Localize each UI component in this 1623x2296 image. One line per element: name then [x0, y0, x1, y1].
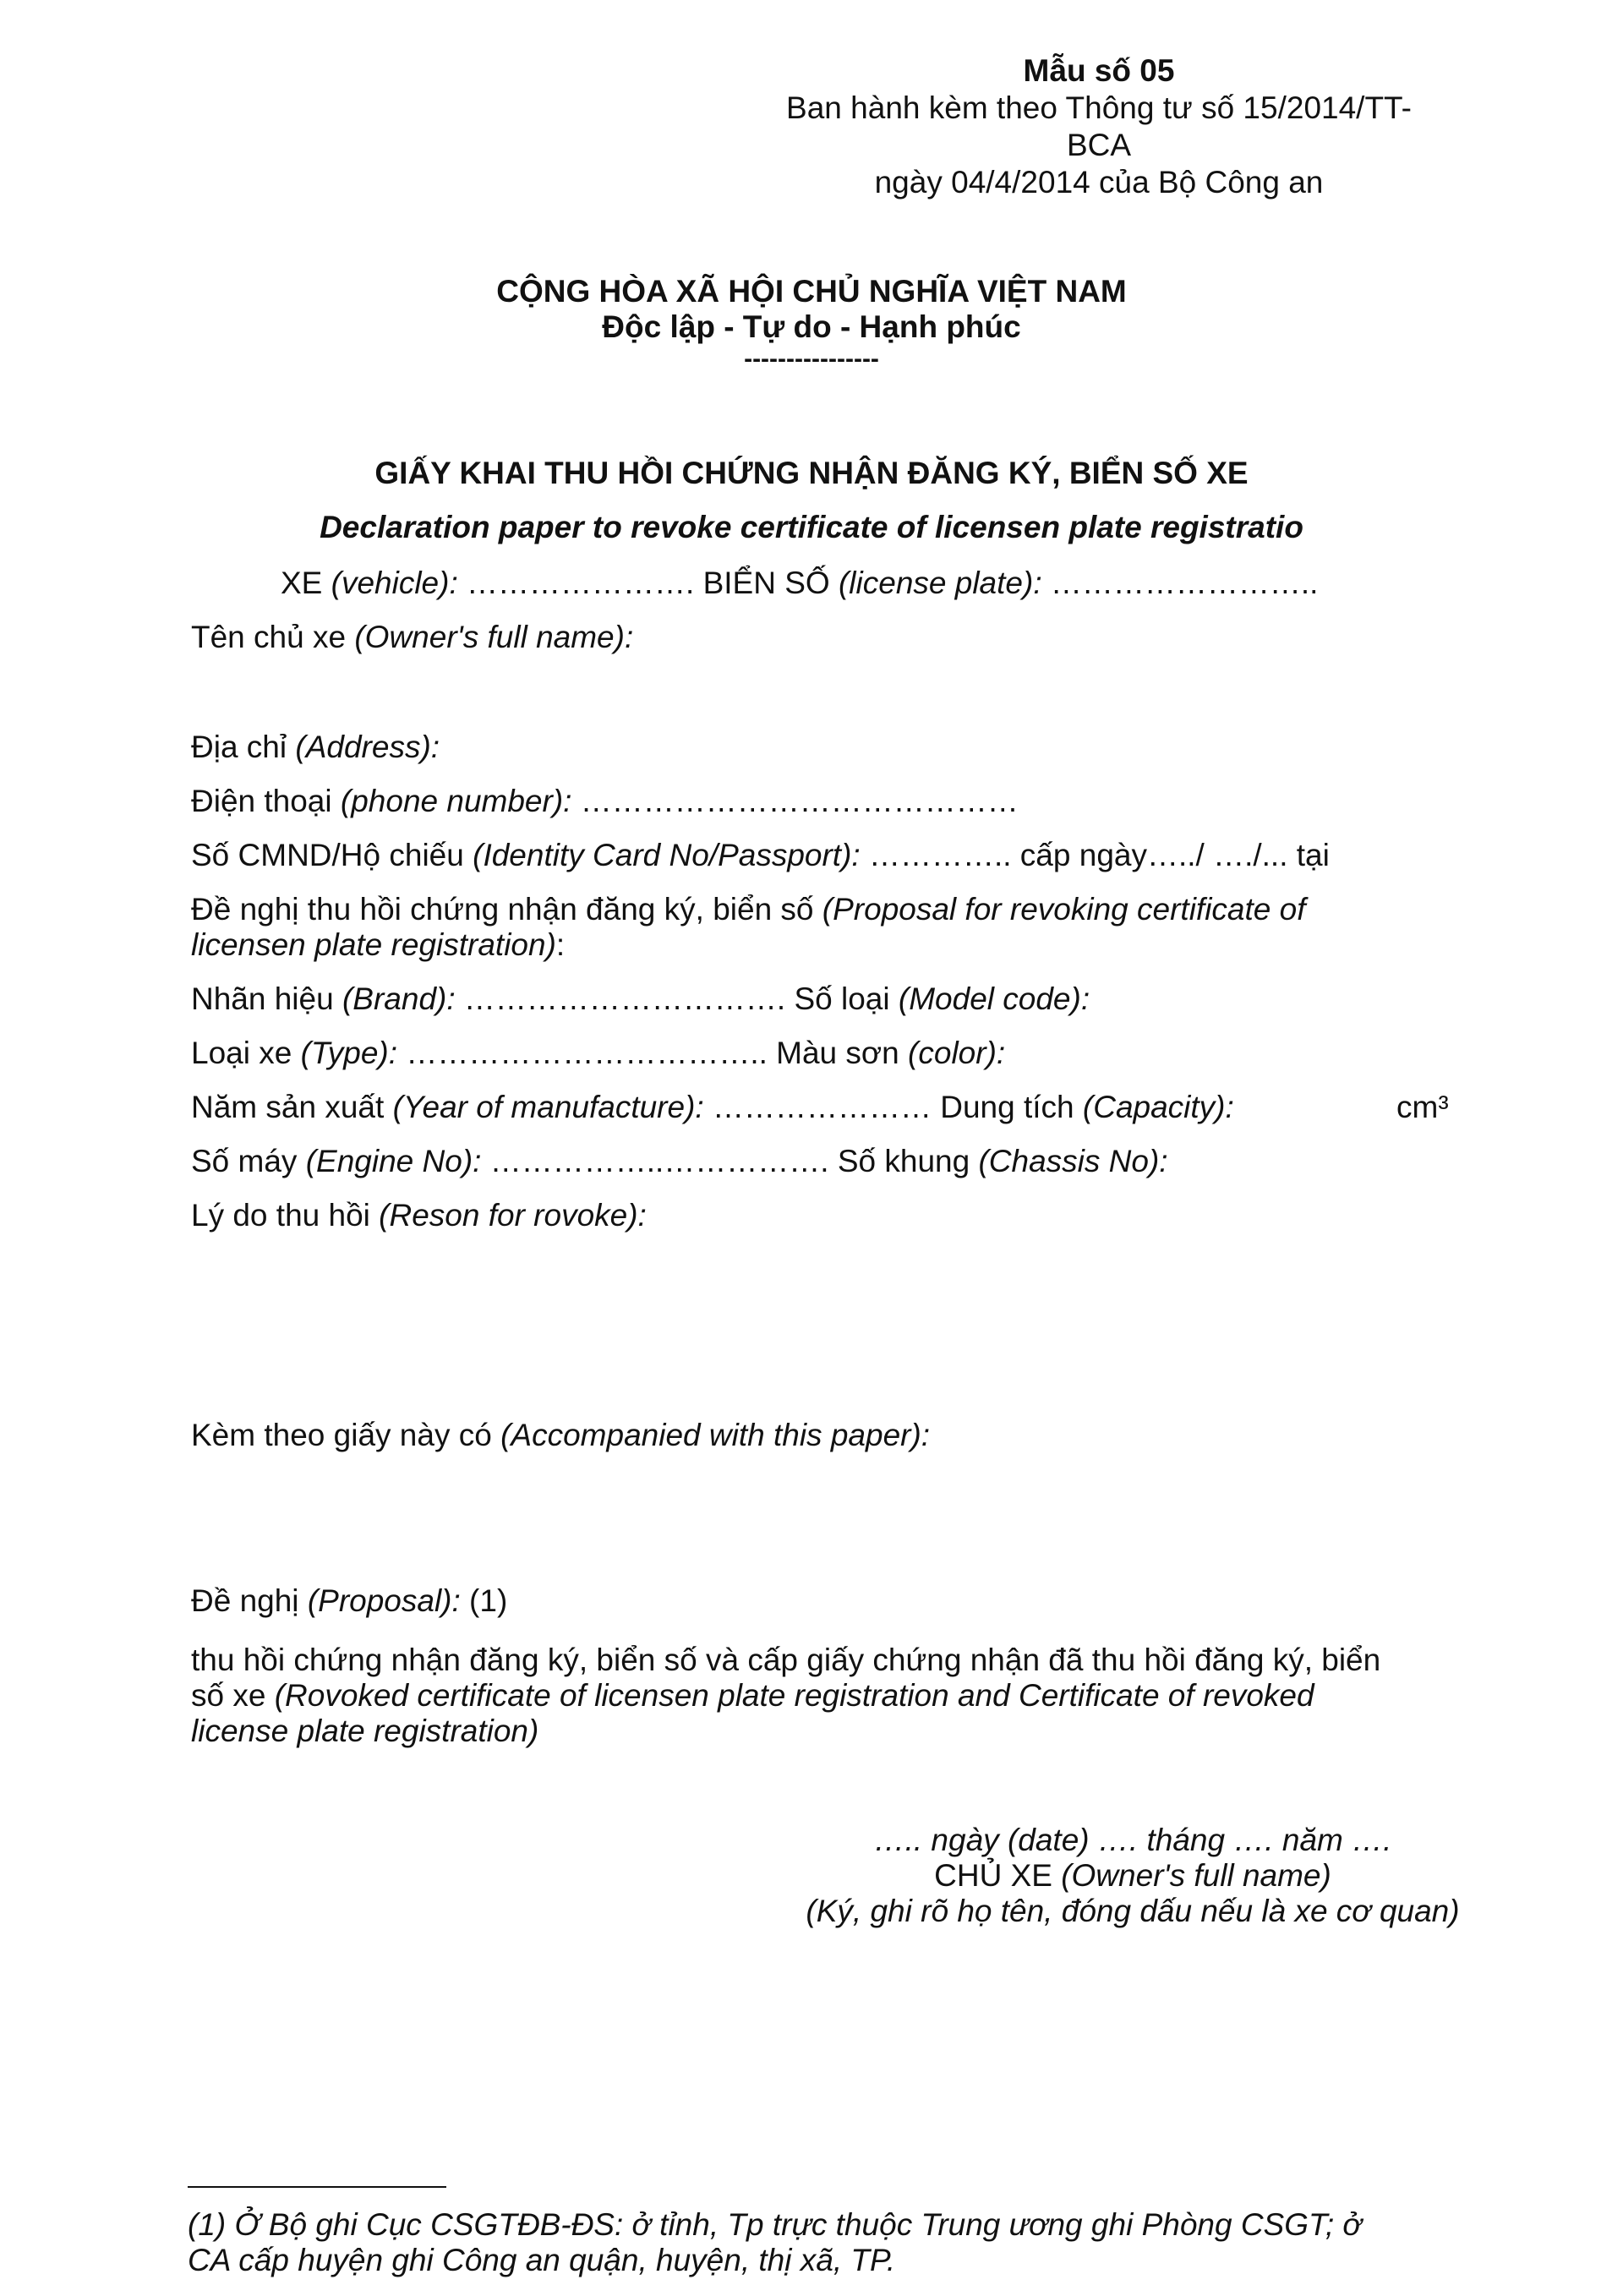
owner-label-en: (Owner's full name): — [354, 620, 634, 654]
owner-label: Tên chủ xe — [191, 620, 347, 654]
reason-line — [191, 1197, 647, 1234]
request-label-en: (Proposal): — [307, 1583, 461, 1618]
phone-label: Điện thoại — [191, 784, 332, 818]
request-label: Đề nghị — [191, 1583, 299, 1618]
owner-line — [191, 619, 633, 656]
proposal-line-1 — [191, 891, 1306, 928]
capacity-label: Dung tích — [940, 1090, 1074, 1124]
issued-line-1: Ban hành kèm theo Thông tư số 15/2014/TT- — [786, 90, 1412, 125]
reason-label: Lý do thu hồi — [191, 1198, 370, 1233]
vehicle-label: XE — [281, 566, 323, 600]
year-label-en: (Year of manufacture): — [392, 1090, 704, 1124]
year-capacity-line — [191, 1089, 1234, 1126]
proposal-line-2 — [191, 927, 565, 964]
request-text-2b: (Rovoked certificate of licensen plate registration and Certificate of revoked — [274, 1678, 1314, 1713]
request-line — [191, 1583, 507, 1620]
engine-label-en: (Engine No): — [305, 1144, 482, 1178]
request-text-3: license plate registration) — [191, 1714, 539, 1748]
id-field[interactable]: ………….. cấp ngày…../ …./... tại — [868, 838, 1330, 872]
plate-field[interactable]: …………………….. — [1050, 566, 1319, 600]
plate-label: BIỂN SỐ — [702, 566, 830, 600]
brand-label-en: (Brand): — [342, 981, 456, 1016]
attached-line — [191, 1417, 930, 1454]
model-label-en: (Model code): — [898, 981, 1090, 1016]
id-label-en: (Identity Card No/Passport): — [473, 838, 861, 872]
signature-owner-en: (Owner's full name) — [1061, 1858, 1331, 1893]
proposal-label: Đề nghị thu hồi chứng nhận đăng ký, biển số — [191, 892, 814, 927]
year-label: Năm sản xuất — [191, 1090, 385, 1124]
issued-line-2: BCA — [1066, 128, 1132, 162]
phone-label-en: (phone number): — [340, 784, 572, 818]
color-label-en: (color): — [908, 1036, 1006, 1070]
type-color-line — [191, 1035, 1005, 1072]
phone-line — [191, 783, 1019, 820]
engine-field[interactable]: ……………..……………. — [489, 1144, 829, 1178]
brand-model-line — [191, 981, 1090, 1018]
signature-owner — [693, 1858, 1572, 1894]
year-field[interactable]: ………………… — [712, 1090, 932, 1124]
signature-owner-label: CHỦ XE — [934, 1858, 1052, 1893]
nation-motto: Độc lập - Tự do - Hạnh phúc — [602, 309, 1021, 344]
type-label: Loại xe — [191, 1036, 292, 1070]
color-label: Màu sơn — [776, 1036, 899, 1070]
footnote-rule — [188, 2186, 446, 2188]
request-note: (1) — [469, 1583, 508, 1618]
proposal-label-en: (Proposal for revoking certificate of — [822, 892, 1306, 927]
plate-label-en: (license plate): — [838, 566, 1042, 600]
vehicle-field[interactable]: …………………. — [467, 566, 695, 600]
vehicle-label-en: (vehicle): — [331, 566, 458, 600]
request-text-1: thu hồi chứng nhận đăng ký, biển số và cấp giấy chứng nhận đã thu hồi đăng ký, biển — [191, 1643, 1381, 1677]
chassis-label-en: (Chassis No): — [978, 1144, 1168, 1178]
nation-divider: ---------------- — [744, 345, 879, 373]
footnote-line-1: (1) Ở Bộ ghi Cục CSGTĐB-ĐS: ở tỉnh, Tp trực thuộc Trung ương ghi Phòng CSGT; ở — [188, 2207, 1362, 2242]
form-title: GIẤY KHAI THU HỒI CHỨNG NHẬN ĐĂNG KÝ, BIỂN SỐ XE — [374, 456, 1249, 490]
capacity-unit: cm³ — [1396, 1090, 1449, 1124]
reason-label-en: (Reson for rovoke): — [379, 1198, 647, 1233]
vehicle-plate-line — [281, 565, 1318, 602]
proposal-colon: : — [555, 927, 566, 962]
type-label-en: (Type): — [300, 1036, 398, 1070]
request-text-2 — [191, 1677, 1314, 1714]
form-title-en: Declaration paper to revoke certificate of licensen plate registratio — [320, 510, 1303, 544]
capacity-label-en: (Capacity): — [1082, 1090, 1234, 1124]
engine-chassis-line — [191, 1143, 1168, 1180]
nation-name: CỘNG HÒA XÃ HỘI CHỦ NGHĨA VIỆT NAM — [496, 274, 1127, 309]
proposal-label-en-2: licensen plate registration) — [191, 927, 556, 962]
id-line — [191, 837, 1330, 874]
signature-note: (Ký, ghi rõ họ tên, đóng dấu nếu là xe cơ quan) — [806, 1894, 1460, 1928]
address-label: Địa chỉ — [191, 730, 287, 764]
request-text-2a: số xe — [191, 1678, 266, 1713]
engine-label: Số máy — [191, 1144, 298, 1178]
brand-label: Nhãn hiệu — [191, 981, 334, 1016]
signature-date: ….. ngày (date) …. tháng …. năm …. — [873, 1823, 1392, 1857]
address-line — [191, 729, 440, 766]
footnote-line-2: CA cấp huyện ghi Công an quận, huyện, thị xã, TP. — [188, 2243, 896, 2277]
brand-field[interactable]: …………………………. — [463, 981, 786, 1016]
form-number: Mẫu số 05 — [1023, 53, 1175, 88]
id-label: Số CMND/Hộ chiếu — [191, 838, 464, 872]
attached-label: Kèm theo giấy này có — [191, 1418, 492, 1452]
issued-line-3: ngày 04/4/2014 của Bộ Công an — [874, 165, 1324, 200]
phone-field[interactable]: …………………………………… — [580, 784, 1019, 818]
address-label-en: (Address): — [295, 730, 440, 764]
attached-label-en: (Accompanied with this paper): — [500, 1418, 931, 1452]
type-field[interactable]: …………………………….. — [406, 1036, 768, 1070]
model-label: Số loại — [794, 981, 890, 1016]
chassis-label: Số khung — [837, 1144, 970, 1178]
